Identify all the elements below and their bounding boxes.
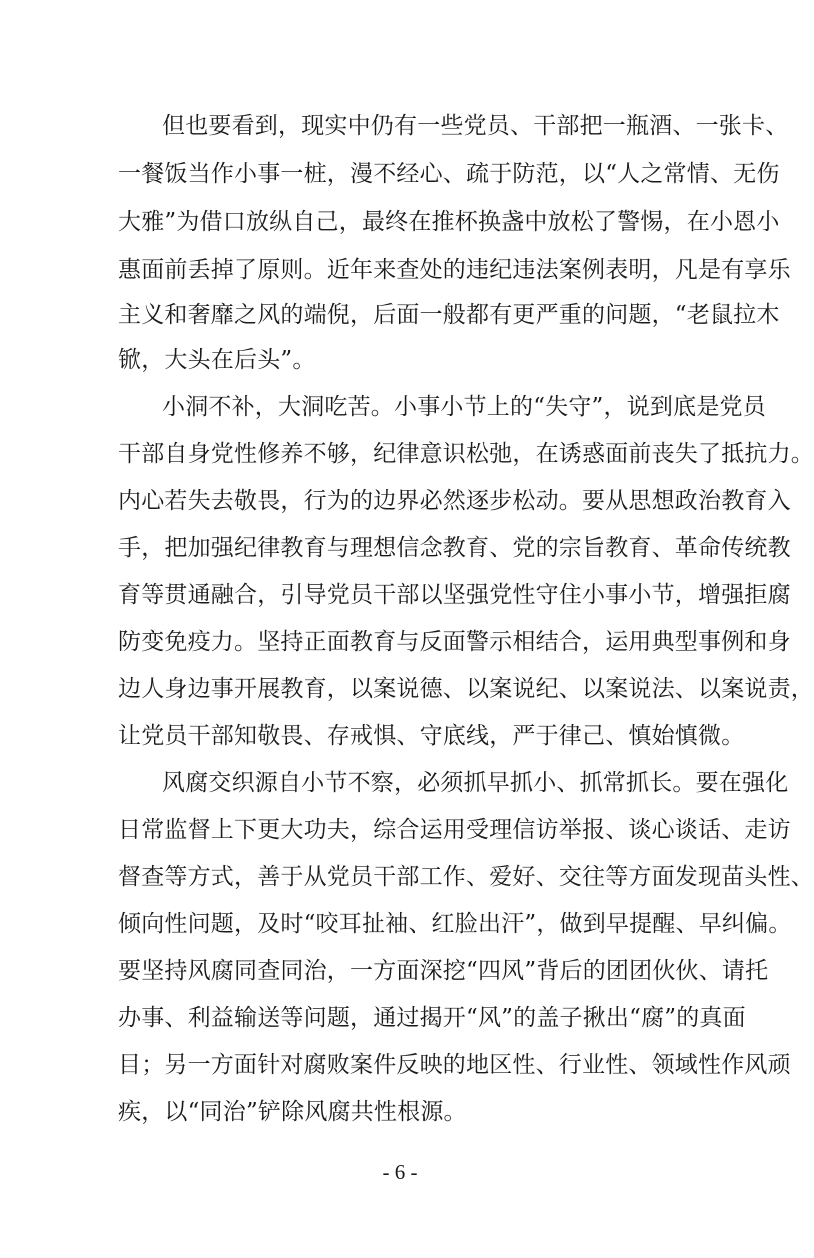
paragraph-3-line-3: 督查等方式，善于从党员干部工作、爱好、交往等方面发现苗头性、 bbox=[118, 864, 814, 890]
paragraph-2-line-7: 边人身边事开展教育，以案说德、以案说纪、以案说法、以案说责， bbox=[118, 676, 814, 702]
paragraph-3-line-6: 办事、利益输送等问题，通过揭开“风”的盖子揪出“腐”的真面 bbox=[118, 1005, 746, 1031]
paragraph-3-line-5: 要坚持风腐同查同治，一方面深挖“四风”背后的团团伙伙、请托 bbox=[118, 958, 769, 984]
paragraph-1-line-1: 但也要看到，现实中仍有一些党员、干部把一瓶酒、一张卡、 bbox=[162, 113, 789, 139]
paragraph-2-line-4: 手，把加强纪律教育与理想信念教育、党的宗旨教育、革命传统教 bbox=[118, 535, 791, 561]
paragraph-3-line-2: 日常监督上下更大功夫，综合运用受理信访举报、谈心谈话、走访 bbox=[118, 817, 791, 843]
paragraph-1-line-6: 锨，大头在后头”。 bbox=[118, 347, 316, 373]
paragraph-1-line-3: 大雅”为借口放纵自己，最终在推杯换盏中放松了警惕，在小恩小 bbox=[118, 209, 780, 235]
paragraph-2-line-8: 让党员干部知敬畏、存戒惧、守底线，严于律己、慎始慎微。 bbox=[118, 723, 745, 749]
paragraph-2-line-3: 内心若失去敬畏，行为的边界必然逐步松动。要从思想政治教育入 bbox=[118, 488, 791, 514]
paragraph-2-line-5: 育等贯通融合，引导党员干部以坚强党性守住小事小节，增强拒腐 bbox=[118, 582, 791, 608]
paragraph-3-line-4: 倾向性问题，及时“咬耳扯袖、红脸出汗”，做到早提醒、早纠偏。 bbox=[118, 911, 792, 937]
paragraph-3-line-7: 目；另一方面针对腐败案件反映的地区性、行业性、领域性作风顽 bbox=[118, 1052, 791, 1078]
paragraph-1-line-2: 一餐饭当作小事一桩，漫不经心、疏于防范，以“人之常情、无伤 bbox=[118, 161, 780, 187]
paragraph-1-line-5: 主义和奢靡之风的端倪，后面一般都有更严重的问题，“老鼠拉木 bbox=[118, 302, 780, 328]
paragraph-3-line-8: 疾，以“同治”铲除风腐共性根源。 bbox=[118, 1099, 467, 1125]
paragraph-2-line-2: 干部自身党性修养不够，纪律意识松弛，在诱惑面前丧失了抵抗力。 bbox=[118, 441, 814, 467]
paragraph-2-line-6: 防变免疫力。坚持正面教育与反面警示相结合，运用典型事例和身 bbox=[118, 629, 791, 655]
page-number: - 6 - bbox=[382, 1160, 418, 1184]
paragraph-1-line-4: 惠面前丢掉了原则。近年来查处的违纪违法案例表明，凡是有享乐 bbox=[118, 257, 791, 283]
paragraph-3-line-1: 风腐交织源自小节不察，必须抓早抓小、抓常抓长。要在强化 bbox=[162, 770, 789, 796]
paragraph-2-line-1: 小洞不补，大洞吃苦。小事小节上的“失守”，说到底是党员 bbox=[162, 394, 766, 420]
